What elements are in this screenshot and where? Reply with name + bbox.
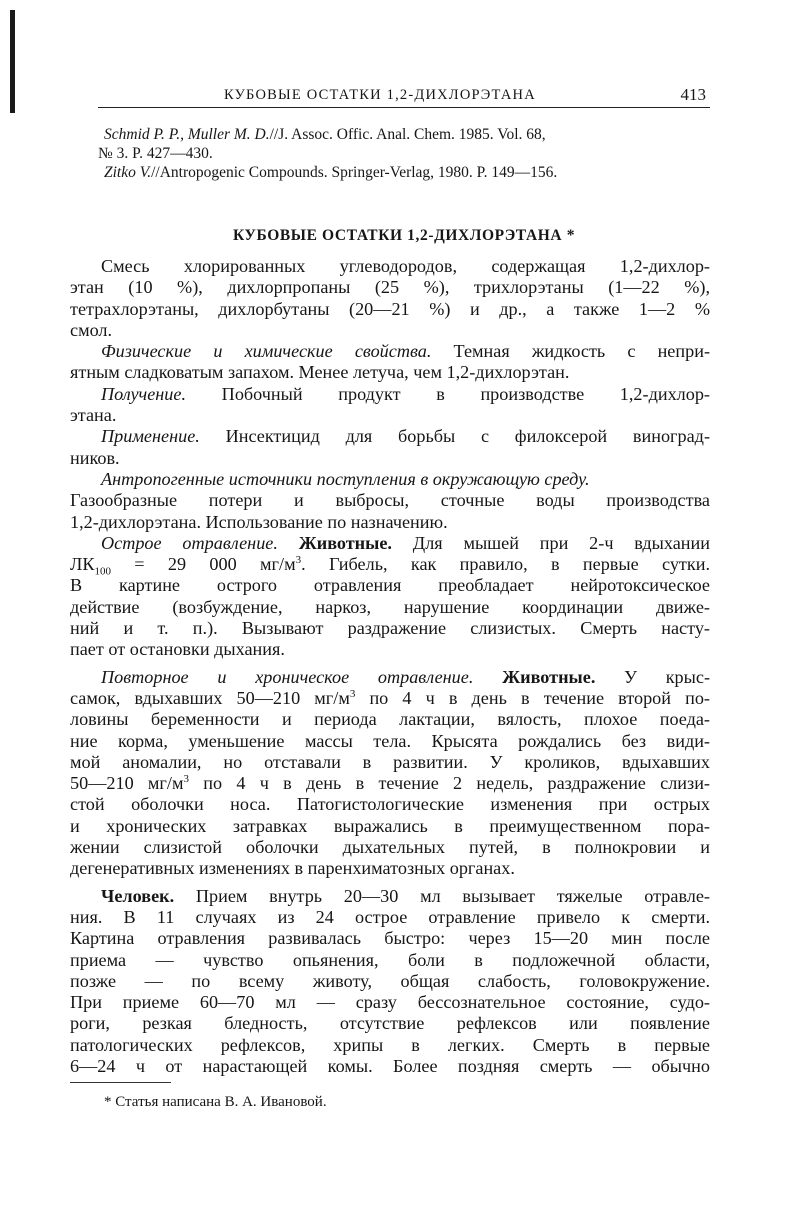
body-line (70, 554, 710, 578)
body-text: по 4 ч в день в течение 2 недель, раздражение слизи- (188, 773, 710, 794)
body-line (70, 384, 710, 405)
body-line: пает от остановки дыхания. (70, 639, 285, 660)
body-line: приема — чувство опьянения, боли в подложечной области, (70, 949, 710, 970)
reference-source: //J. Assoc. Offic. Anal. Chem. 1985. Vol. 68, (269, 126, 546, 143)
body-line: При приеме 60—70 мл — сразу бессознательное состояние, судо- (70, 992, 710, 1013)
body-text: У крыс- (595, 666, 711, 687)
body-line: Картина отравления развивалась быстро: через 15—20 мин после (70, 928, 710, 949)
reference-item (98, 163, 710, 182)
subject-label: Животные. (277, 532, 392, 553)
body-line: мой аномалии, но отставали в развитии. У кроликов, вдыхавших (70, 751, 710, 772)
section-heading: Получение. (101, 383, 187, 404)
body-text: Для мышей при 2-ч вдыхании (391, 532, 711, 553)
superscript: 3 (183, 773, 189, 786)
superscript: 3 (295, 554, 302, 567)
body-text: по 4 ч в день в течение второй по- (355, 687, 710, 708)
subscript: 100 (94, 565, 111, 578)
page-header (98, 85, 710, 108)
body-line (70, 426, 710, 447)
body-line: В картине острого отравления преобладает нейротоксическое (70, 575, 710, 596)
body-line: ловины беременности и периода лактации, вялость, плохое поеда- (70, 709, 710, 730)
body-text: Побочный продукт в производстве 1,2-дихлор- (186, 383, 710, 404)
article-body (70, 256, 710, 1077)
body-text: = 29 000 мг/м (110, 554, 296, 575)
body-line: Газообразные потери и выбросы, сточные воды производства (70, 490, 710, 511)
reference-item-continuation: № 3. P. 427—430. (98, 145, 213, 162)
body-line: роги, резкая бледность, отсутствие рефлексов или появление (70, 1013, 710, 1034)
binding-edge-mark (10, 10, 15, 113)
page-number: 413 (680, 85, 706, 104)
subject-label: Животные. (473, 666, 596, 687)
reference-author: Zitko V. (104, 164, 152, 181)
body-line: ников. (70, 447, 120, 468)
body-line (70, 667, 710, 688)
body-line: патологических рефлексов, хрипы в легких. Смерть в первые (70, 1034, 710, 1055)
body-line: тетрахлорэтаны, дихлорбутаны (20—21 %) и др., а также 1—2 % (70, 298, 710, 319)
body-line: ние корма, уменьшение массы тела. Крысята рождались без види- (70, 730, 710, 751)
body-line: ятным сладковатым запахом. Менее летуча, чем 1,2-дихлорэтан. (70, 362, 570, 383)
body-text: Темная жидкость с непри- (431, 341, 710, 362)
section-heading: Физические и химические свойства. (101, 341, 432, 362)
body-line: и хронических затравках выражались в преимущественном пора- (70, 815, 710, 836)
body-text: Прием внутрь 20—30 мл вызывает тяжелые отравле- (174, 885, 710, 906)
reference-author: Schmid P. P., Muller M. D. (104, 126, 270, 143)
body-line: позже — по всему животу, общая слабость, головокружение. (70, 970, 710, 991)
subject-label: Человек. (101, 885, 175, 906)
body-line (70, 886, 710, 907)
body-line: дегенеративных изменениях в паренхиматозных органах. (70, 858, 515, 879)
body-text: ЛК (70, 554, 95, 575)
body-text: 50—210 мг/м (70, 773, 184, 794)
body-line: 6—24 ч от нарастающей комы. Более поздняя смерть — обычно (70, 1055, 710, 1076)
body-line: жении слизистой оболочки дыхательных путей, в полнокровии и (70, 837, 710, 858)
body-line (70, 469, 710, 490)
body-line: Смесь хлорированных углеводородов, содержащая 1,2-дихлор- (101, 256, 710, 276)
section-heading: Повторное и хроническое отравление. (101, 666, 474, 687)
body-line: этана. (70, 405, 117, 426)
body-line: 1,2-дихлорэтана. Использование по назначению. (70, 511, 448, 532)
body-line: действие (возбуждение, наркоз, нарушение координации движе- (70, 596, 710, 617)
body-line (70, 341, 710, 362)
reference-source: //Antropogenic Compounds. Springer-Verlag, 1980. P. 149—156. (151, 164, 558, 181)
section-heading: Антропогенные источники поступления в окружающую среду. (101, 468, 590, 489)
article-title: КУБОВЫЕ ОСТАТКИ 1,2-ДИХЛОРЭТАНА * (232, 227, 576, 244)
section-heading: Применение. (101, 426, 200, 447)
reference-list (98, 125, 710, 182)
body-line: стой оболочки носа. Патогистологические изменения при острых (70, 794, 710, 815)
reference-item (98, 125, 710, 144)
body-line: этан (10 %), дихлорпропаны (25 %), трихлорэтаны (1—22 %), (70, 277, 710, 298)
body-line (70, 773, 710, 794)
superscript: 3 (349, 687, 356, 700)
body-line (70, 533, 710, 554)
footnote-rule (70, 1082, 171, 1083)
section-heading: Острое отравление. (101, 532, 278, 553)
body-line: ний и т. п.). Вызывают раздражение слизистых. Смерть насту- (70, 618, 710, 639)
body-text: самок, вдыхавших 50—210 мг/м (70, 687, 350, 708)
body-line (70, 688, 710, 709)
body-text: Инсектицид для борьбы с филоксерой виноград- (199, 426, 710, 447)
footnote: * Статья написана В. А. Ивановой. (104, 1094, 327, 1110)
running-title: КУБОВЫЕ ОСТАТКИ 1,2-ДИХЛОРЭТАНА (224, 87, 536, 103)
body-line: смол. (70, 319, 113, 340)
body-line: ния. В 11 случаях из 24 острое отравление привело к смерти. (70, 906, 710, 927)
body-text: . Гибель, как правило, в первые сутки. (301, 554, 710, 575)
